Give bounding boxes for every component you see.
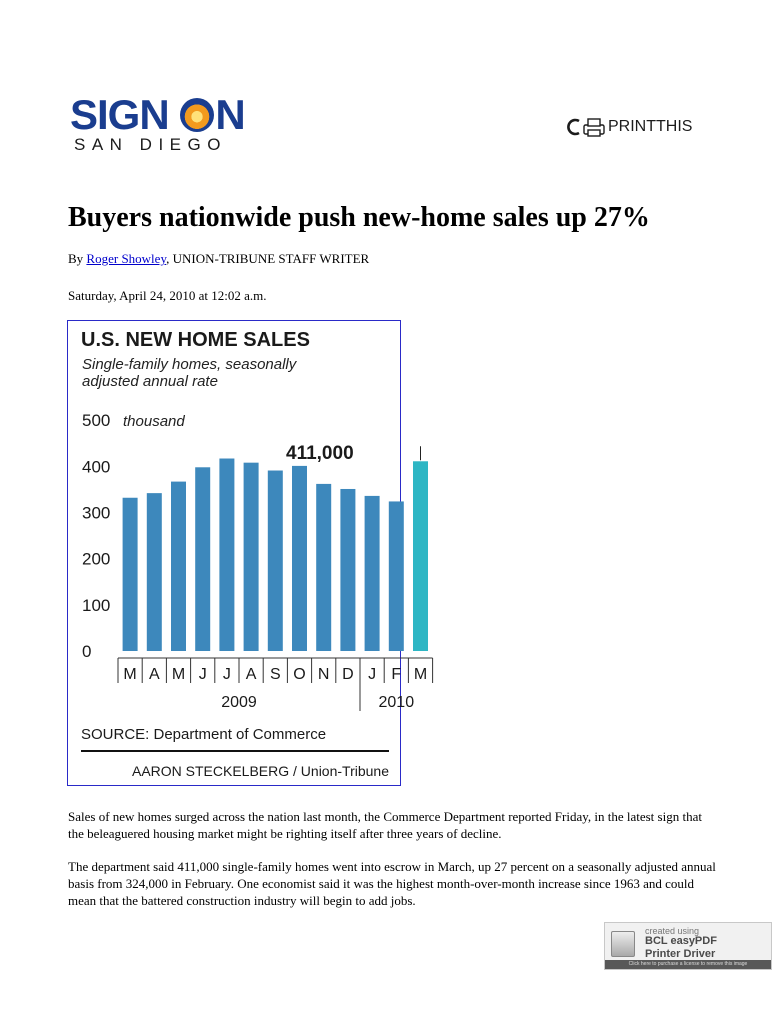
x-tick-label: J [368, 666, 377, 683]
watermark-line: Printer Driver [645, 948, 716, 960]
article-date: Saturday, April 24, 2010 at 12:02 a.m. [68, 288, 267, 303]
chart-subtitle: adjusted annual rate [82, 373, 218, 390]
x-tick-label: N [317, 666, 330, 683]
bar [244, 463, 259, 651]
y-tick-label: 300 [82, 503, 111, 523]
bar [147, 493, 162, 651]
highlight-value-label: 411,000 [286, 443, 354, 464]
chart-source: SOURCE: Department of Commerce [81, 726, 327, 743]
x-tick-label: F [391, 666, 402, 683]
x-tick-label: M [171, 666, 186, 683]
bar [316, 484, 331, 651]
chart-svg [68, 321, 428, 787]
x-tick-label: S [269, 666, 281, 683]
year-label: 2009 [221, 694, 257, 711]
watermark-line: BCL easyPDF [645, 935, 717, 947]
author-link[interactable]: Roger Showley [86, 251, 167, 266]
bar [268, 471, 283, 651]
print-this-button[interactable] [570, 117, 692, 137]
bar [389, 501, 404, 651]
x-tick-label: J [222, 666, 231, 683]
x-tick-label: A [245, 666, 257, 683]
x-tick-label: A [148, 666, 160, 683]
pdf-printer-watermark[interactable] [604, 922, 772, 970]
x-tick-label: M [413, 666, 428, 683]
watermark-line: created using [645, 926, 700, 936]
y-tick-label: 200 [82, 549, 111, 569]
print-this-label: PRINTTHIS [608, 118, 693, 135]
x-tick-label: M [123, 666, 137, 683]
byline-prefix: By [68, 251, 87, 266]
bar [413, 461, 428, 651]
y-tick-label: 0 [82, 642, 92, 661]
y-tick-label: 500 [82, 411, 111, 431]
bar [219, 459, 234, 651]
y-tick-label: 100 [82, 595, 111, 615]
printer-icon [570, 117, 606, 137]
x-tick-label: O [293, 666, 306, 683]
chart-subtitle: Single-family homes, seasonally [82, 356, 297, 373]
article-paragraph: The department said 411,000 single-family homes went into escrow in March, up 27 percent on a seasonally adjusted annual basis from 324,000 in February. One economist said it was the highest month-over-month increase since 1963 and could mean that the battered construction industry will begin to add jobs. [68, 859, 716, 908]
article-headline: Buyers nationwide push new-home sales up 27% [68, 202, 650, 233]
bar [171, 482, 186, 651]
y-unit-label: thousand [123, 413, 185, 431]
bar [365, 496, 380, 651]
byline-suffix: , UNION-TRIBUNE STAFF WRITER [166, 251, 370, 266]
printer-icon [611, 931, 635, 957]
logo-word-sign: SIGN [70, 91, 169, 138]
x-tick-label: D [342, 666, 354, 683]
sun-icon [180, 98, 214, 132]
bar [195, 467, 210, 651]
byline [68, 250, 369, 268]
article-paragraph: Sales of new homes surged across the nation last month, the Commerce Department reported Friday, in the latest sign that the beleaguered housing market might be righting itself after three years of decline. [68, 809, 702, 841]
x-tick-label: J [198, 666, 207, 683]
y-tick-label: 400 [82, 457, 111, 477]
bar [292, 466, 307, 651]
sign-on-san-diego-logo[interactable] [70, 93, 270, 155]
logo-word-n: N [215, 91, 245, 138]
bar [123, 498, 138, 651]
chart-credit: AARON STECKELBERG / Union-Tribune [131, 763, 389, 779]
logo-wordmark [70, 93, 245, 137]
new-home-sales-chart [67, 320, 428, 786]
watermark-footer: Click here to purchase a license to remove this image [605, 960, 771, 969]
chart-title: U.S. NEW HOME SALES [81, 329, 310, 351]
year-label: 2010 [378, 694, 415, 711]
bar [340, 489, 355, 651]
logo-tagline: SAN DIEGO [74, 135, 227, 154]
